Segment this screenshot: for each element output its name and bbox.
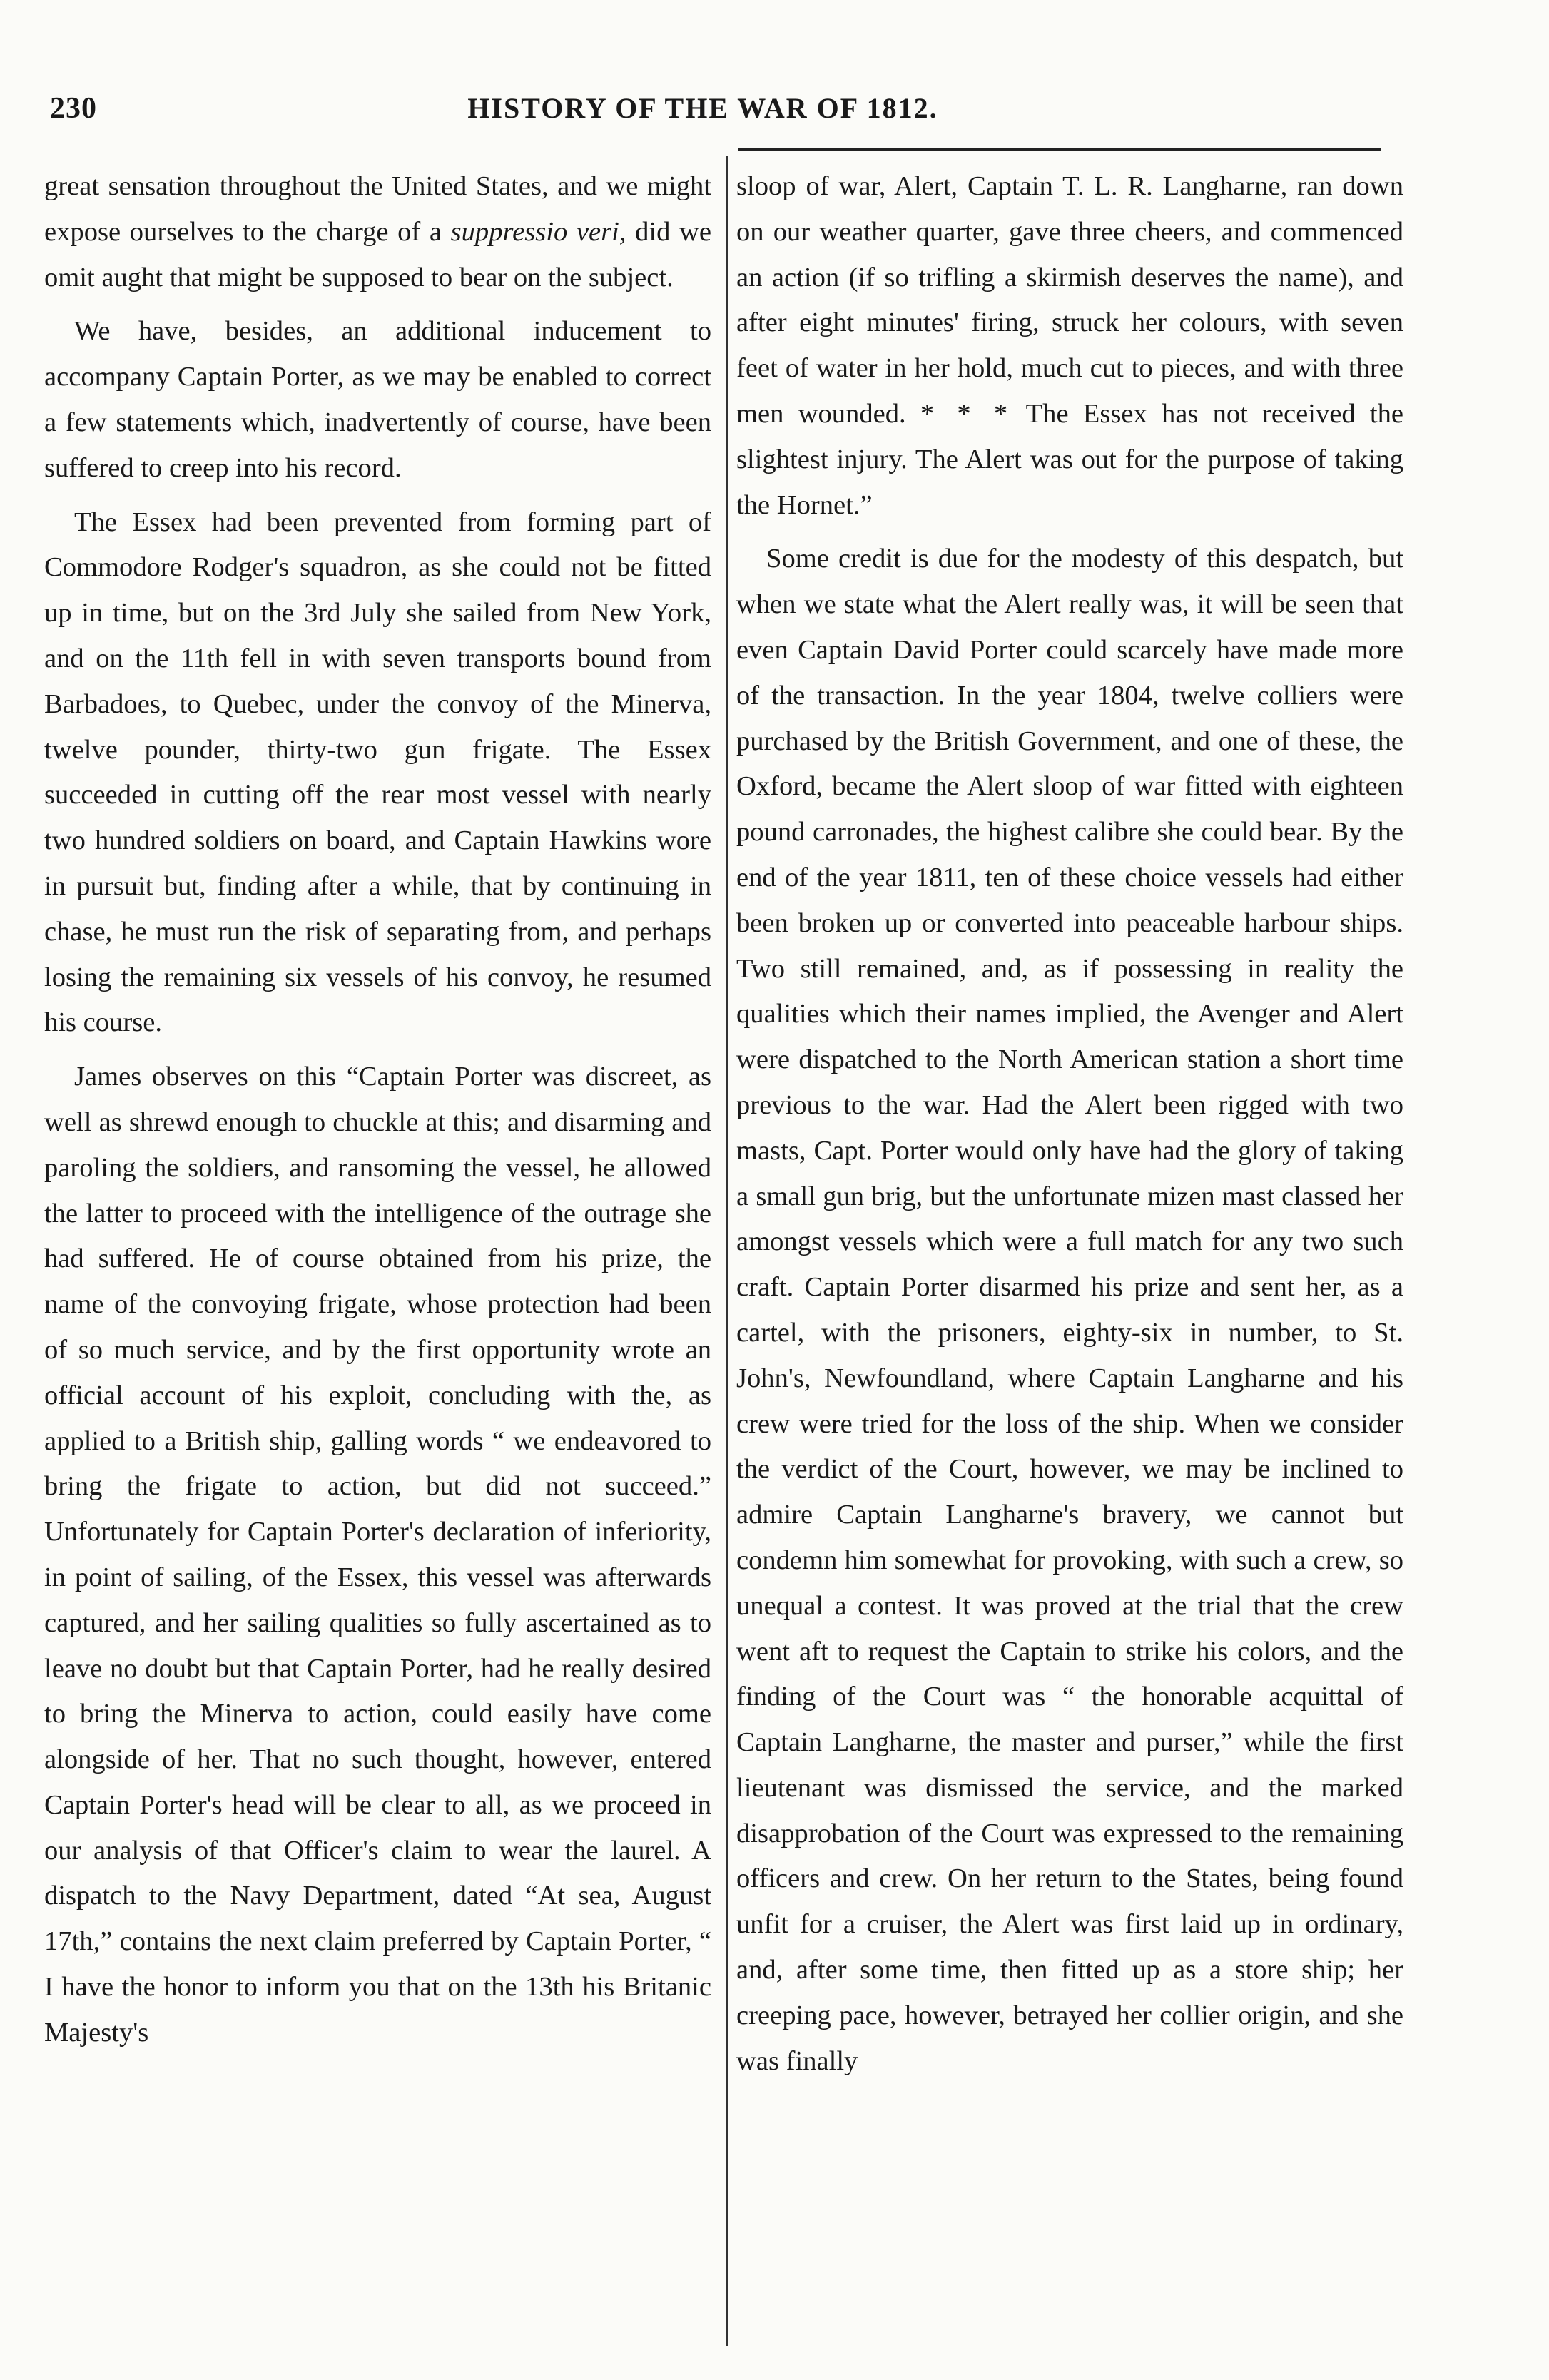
paragraph-text: great sensation throughout the United States, and we might expose ourselves to the charge of a (44, 171, 711, 247)
paragraph-text: did we omit aught that might be supposed to bear on the subject. (44, 216, 711, 293)
right-column (736, 164, 1403, 2084)
column-divider (726, 156, 728, 2346)
paragraph (44, 164, 711, 300)
left-column (44, 164, 711, 2056)
page-number: 230 (50, 92, 97, 125)
paragraph-text: sloop of war, Alert, Captain T. L. R. Langharne, ran down on our weather quarter, gave three cheers, and commenced an action (if so trifling a skirmish deserves the name), and after eight minutes' firing, struck her colours, with seven feet of water in her hold, much cut to pieces, and with three men wounded. (736, 171, 1403, 429)
paragraph (736, 164, 1403, 528)
page-header (50, 91, 1349, 141)
paragraph: The Essex had been prevented from forming part of Commodore Rodger's squadron, as she could not be fitted up in time, but on the 3rd July she sailed from New York, and on the 11th fell in with seven transports bound from Barbadoes, to Quebec, under the convoy of the Minerva, twelve pounder, thirty-two gun frigate. The Essex succeeded in cutting off the rear most vessel with nearly two hundred soldiers on board, and Captain Hawkins wore in pursuit but, finding after a while, that by continuing in chase, he must run the risk of separating from, and perhaps losing the remaining six vessels of his convoy, he resumed his course. (44, 507, 711, 1038)
ellipsis-stars: * * * (920, 398, 1012, 429)
paragraph: James observes on this “Captain Porter was discreet, as well as shrewd enough to chuckle at this; and disarming and paroling the soldiers, and ransoming the vessel, he allowed the latter to proceed with the intelligence of the outrage she had suffered. He of course obtained from his prize, the name of the convoying frigate, whose protection had been of so much service, and by the first opportunity wrote an official account of his exploit, concluding with the, as applied to a British ship, galling words “ we endeavored to bring the frigate to action, but did not succeed.” Unfortunately for Captain Porter's declaration of inferiority, in point of sailing, of the Essex, this vessel was afterwards captured, and her sailing qualities so fully ascertained as to leave no doubt but that Captain Porter, had he really desired to bring the Minerva to action, could easily have come alongside of her. That no such thought, however, entered Captain Porter's head will be clear to all, as we proceed in our analysis of that Officer's claim to wear the laurel. A dispatch to the Navy Department, dated “At sea, August 17th,” contains the next claim preferred by Captain Porter, “ I have the honor to inform you that on the 13th his Britanic Majesty's (44, 1062, 711, 2048)
header-rule (738, 148, 1381, 151)
paragraph: We have, besides, an additional inducement to accompany Captain Porter, as we may be enabled to correct a few statements which, inadvertently of course, have been suffered to creep into his record. (44, 316, 711, 483)
paragraph-text: The Essex has not received the slightest injury. The Alert was out for the purpose of taking the Hornet.” (736, 398, 1403, 520)
paragraph: Some credit is due for the modesty of this despatch, but when we state what the Alert really was, it will be seen that even Captain David Porter could scarcely have made more of the transaction. In the year 1804, twelve colliers were purchased by the British Government, and one of these, the Oxford, became the Alert sloop of war fitted with eighteen pound carronades, the highest calibre she could bear. By the end of the year 1811, ten of these choice vessels had either been broken up or converted into peaceable harbour ships. Two still remained, and, as if possessing in reality the qualities which their names implied, the Avenger and Alert were dispatched to the North American station a short time previous to the war. Had the Alert been rigged with two masts, Capt. Porter would only have had the glory of taking a small gun brig, but the unfortunate mizen mast classed her amongst vessels which were a full match for any two such craft. Captain Porter disarmed his prize and sent her, as a cartel, with the prisoners, eighty-six in number, to St. John's, Newfoundland, where Captain Langharne and his crew were tried for the loss of the ship. When we consider the verdict of the Court, however, we may be inclined to admire Captain Langharne's bravery, we cannot but condemn him somewhat for provoking, with such a crew, so unequal a contest. It was proved at the trial that the crew went aft to request the Captain to strike his colors, and the finding of the Court was “ the honorable acquittal of Captain Langharne, the master and purser,” while the first lieutenant was dismissed the service, and the marked disapprobation of the Court was expressed to the remaining officers and crew. On her return to the States, being found unfit for a cruiser, the Alert was first laid up in ordinary, and, after some time, then fitted up as a store ship; her creeping pace, however, betrayed her collier origin, and she was finally (736, 544, 1403, 2076)
latin-phrase: suppressio veri, (450, 216, 626, 247)
running-title: HISTORY OF THE WAR OF 1812. (467, 92, 938, 124)
